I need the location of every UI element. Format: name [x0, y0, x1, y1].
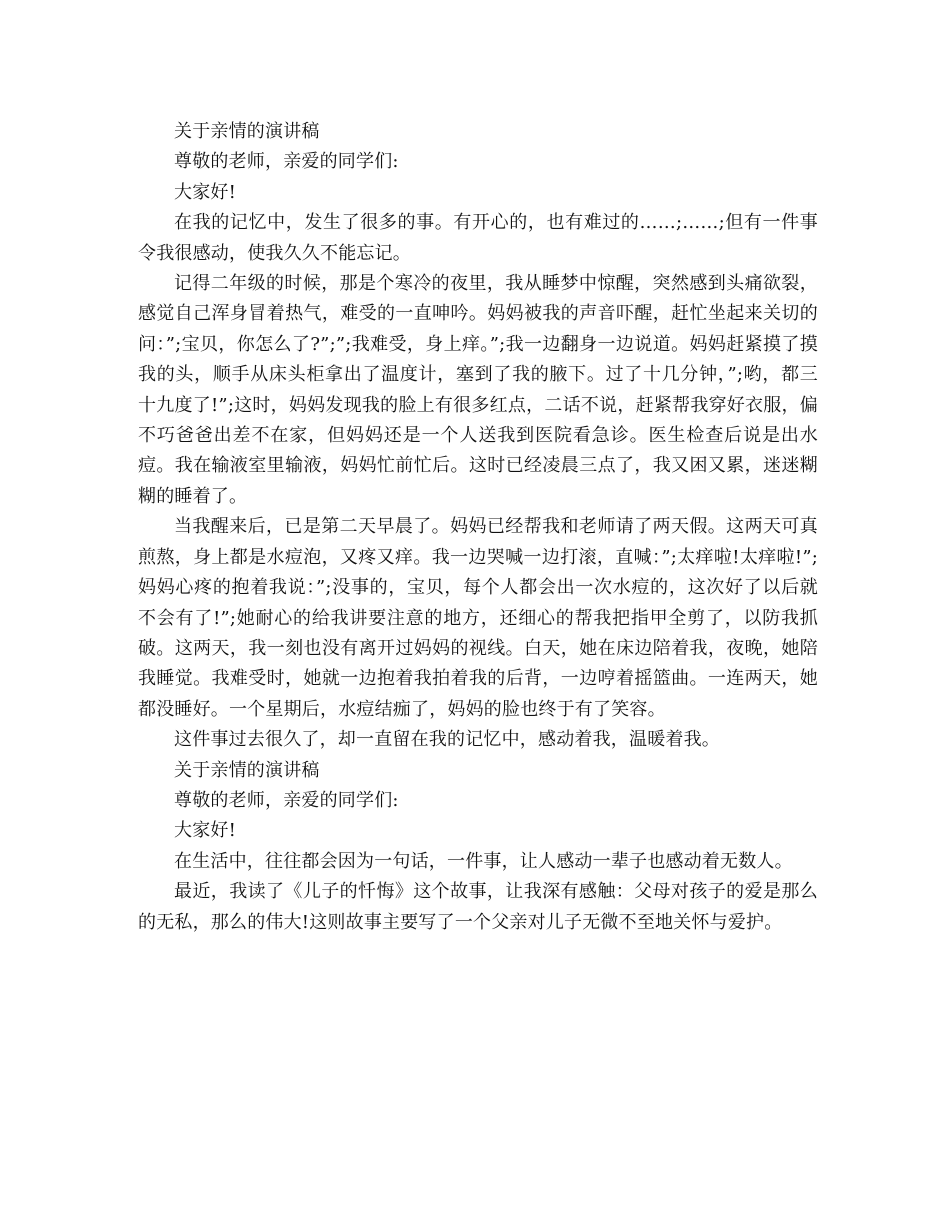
body-paragraph: 最近，我读了《儿子的忏悔》这个故事，让我深有感触：父母对孩子的爱是那么的无私，那么的伟大!这则故事主要写了一个父亲对儿子无微不至地关怀与爱护。: [138, 881, 818, 933]
body-paragraph: 在生活中，往往都会因为一句话，一件事，让人感动一辈子也感动着无数人。: [174, 850, 793, 872]
document-title: 关于亲情的演讲稿: [174, 759, 320, 781]
salutation: 尊敬的老师，亲爱的同学们:: [174, 789, 399, 811]
body-paragraph: 这件事过去很久了，却一直留在我的记忆中，感动着我，温暖着我。: [174, 729, 720, 751]
salutation: 尊敬的老师，亲爱的同学们:: [174, 151, 399, 173]
body-paragraph: 在我的记忆中，发生了很多的事。有开心的，也有难过的……;……;但有一件事令我很感动，使我久久不能忘记。: [138, 212, 818, 264]
greeting: 大家好!: [174, 820, 237, 842]
body-paragraph: 记得二年级的时候，那是个寒冷的夜里，我从睡梦中惊醒，突然感到头痛欲裂，感觉自己浑身冒着热气，难受的一直呻吟。妈妈被我的声音吓醒，赶忙坐起来关切的问：”;宝贝，你怎么了?”;”;我难受，身上痒。”;我一边翻身一边说道。妈妈赶紧摸了摸我的头，顺手从床头柜拿出了温度计，塞到了我的腋下。过了十几分钟，”;哟，都三十九度了!”;这时，妈妈发现我的脸上有很多红点，二话不说，赶紧帮我穿好衣服，偏不巧爸爸出差不在家，但妈妈还是一个人送我到医院看急诊。医生检查后说是出水痘。我在输液室里输液，妈妈忙前忙后。这时已经凌晨三点了，我又困又累，迷迷糊糊的睡着了。: [138, 273, 818, 507]
document-title: 关于亲情的演讲稿: [174, 121, 320, 142]
document-body: [138, 117, 818, 938]
body-paragraph: 当我醒来后，已是第二天早晨了。妈妈已经帮我和老师请了两天假。这两天可真煎熬，身上都是水痘泡，又疼又痒。我一边哭喊一边打滚，直喊：”;太痒啦!太痒啦!”;妈妈心疼的抱着我说：”;没事的，宝贝，每个人都会出一次水痘的，这次好了以后就不会有了!”;她耐心的给我讲要注意的地方，还细心的帮我把指甲全剪了，以防我抓破。这两天，我一刻也没有离开过妈妈的视线。白天，她在床边陪着我，夜晚，她陪我睡觉。我难受时，她就一边抱着我拍着我的后背，一边哼着摇篮曲。一连两天，她都没睡好。一个星期后，水痘结痂了，妈妈的脸也终于有了笑容。: [138, 516, 818, 720]
greeting: 大家好!: [174, 181, 237, 203]
